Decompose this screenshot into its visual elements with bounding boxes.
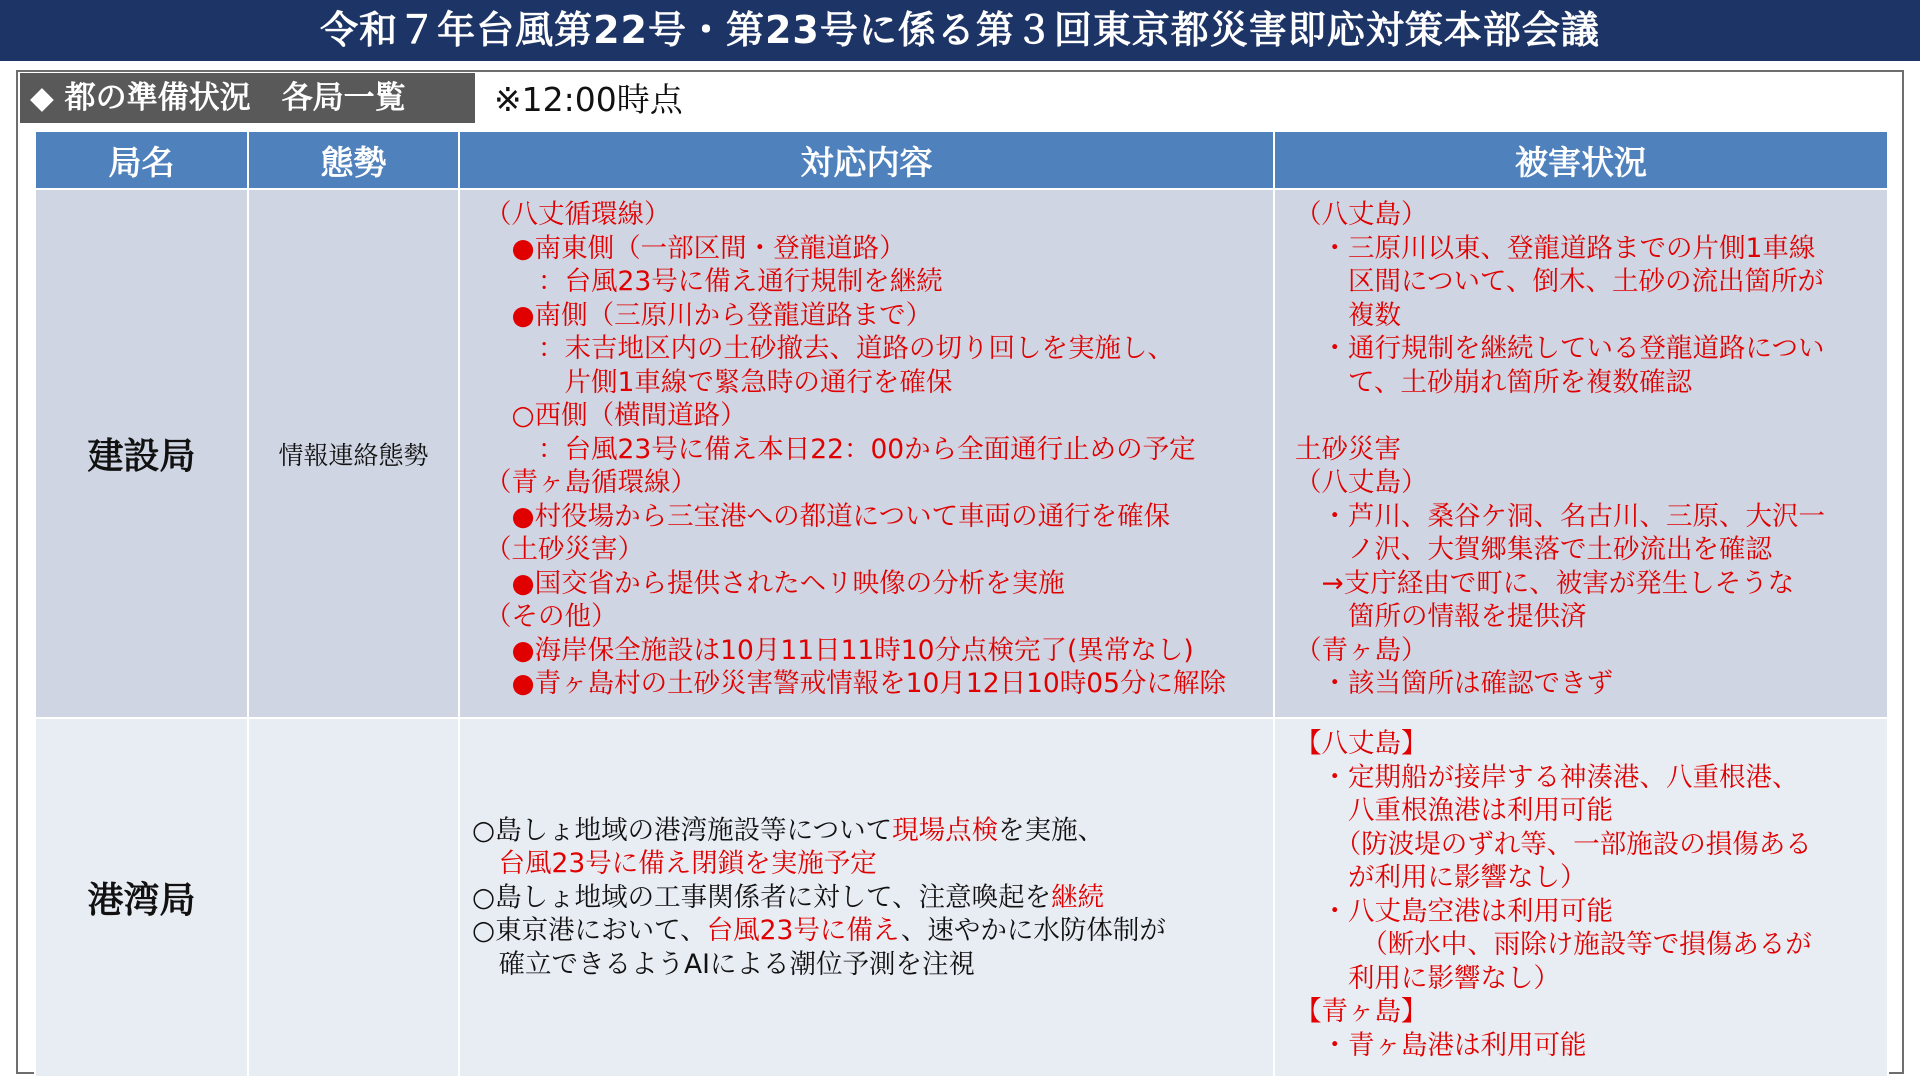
highlight-text: 片側1車線で緊急時の通行を確保 bbox=[485, 366, 953, 398]
highlight-text: ・該当箇所は確認できず bbox=[1295, 668, 1613, 699]
body-text: 確立できるようAIによる潮位予測を注視 bbox=[472, 948, 975, 980]
highlight-text: 区間について、倒木、土砂の流出箇所が bbox=[1295, 266, 1824, 297]
highlight-text: ノ沢、大賀郷集落で土砂流出を確認 bbox=[1295, 534, 1772, 565]
highlight-text: が利用に影響なし） bbox=[1295, 862, 1587, 893]
highlight-text: ●南側（三原川から登龍道路まで） bbox=[485, 299, 933, 331]
text-line bbox=[485, 299, 1273, 333]
text-line bbox=[1295, 299, 1887, 333]
text-line bbox=[1295, 232, 1887, 266]
text-line bbox=[1295, 634, 1887, 668]
section-heading: ◆ 都の準備状況 各局一覧 bbox=[20, 73, 475, 123]
highlight-text: ●青ヶ島村の土砂災害警戒情報を10月12日10時05分に解除 bbox=[485, 668, 1227, 699]
text-line bbox=[1295, 794, 1887, 828]
highlight-text: （八丈島） bbox=[1295, 199, 1428, 230]
text-line bbox=[1295, 1029, 1887, 1063]
bureau-stance bbox=[248, 718, 459, 1077]
highlight-text: 土砂災害 bbox=[1295, 433, 1401, 465]
highlight-text: 【八丈島】 bbox=[1295, 728, 1428, 759]
highlight-text: （防波堤のずれ等、一部施設の損傷ある bbox=[1295, 828, 1812, 860]
text-line bbox=[485, 265, 1273, 299]
highlight-text: ●海岸保全施設は10月11日11時10分点検完了(異常なし) bbox=[485, 634, 1194, 666]
text-line bbox=[1295, 828, 1887, 862]
header-stance: 態勢 bbox=[248, 131, 459, 189]
highlight-text bbox=[1295, 400, 1303, 431]
text-line bbox=[1295, 861, 1887, 895]
text-line bbox=[485, 600, 1273, 634]
highlight-text: ・三原川以東、登龍道路までの片側1車線 bbox=[1295, 232, 1816, 264]
highlight-text: 台風23号に備え閉鎖を実施予定 bbox=[498, 848, 877, 880]
text-line bbox=[1295, 399, 1887, 433]
highlight-text: （断水中、雨除け施設等で損傷あるが bbox=[1295, 929, 1812, 960]
text-line bbox=[1295, 466, 1887, 500]
body-text: を実施、 bbox=[998, 814, 1105, 846]
highlight-text: （その他） bbox=[485, 601, 618, 632]
text-line bbox=[1295, 727, 1887, 761]
highlight-text: 複数 bbox=[1295, 299, 1401, 331]
response-content bbox=[459, 189, 1274, 718]
highlight-text: 台風23号に備え bbox=[706, 915, 901, 947]
text-line bbox=[485, 198, 1273, 232]
damage-status bbox=[1274, 718, 1888, 1077]
highlight-text: （八丈島） bbox=[1295, 467, 1428, 498]
body-text: 、速やかに水防体制が bbox=[900, 915, 1166, 947]
highlight-text: 八重根漁港は利用可能 bbox=[1295, 795, 1613, 826]
table-row bbox=[35, 189, 1888, 718]
text-line bbox=[1295, 761, 1887, 795]
header-bureau: 局名 bbox=[35, 131, 248, 189]
text-line bbox=[1295, 433, 1887, 467]
text-line bbox=[485, 500, 1273, 534]
text-line bbox=[472, 847, 1273, 881]
text-line bbox=[1295, 198, 1887, 232]
text-line bbox=[1295, 667, 1887, 701]
damage-status bbox=[1274, 189, 1888, 718]
highlight-text: ：末吉地区内の土砂撤去、道路の切り回しを実施し、 bbox=[485, 333, 1174, 364]
bureau-status-table bbox=[34, 130, 1889, 1078]
text-line bbox=[485, 366, 1273, 400]
highlight-text: 箇所の情報を提供済 bbox=[1295, 601, 1587, 632]
text-line bbox=[472, 948, 1273, 982]
highlight-text: ○西側（横間道路） bbox=[485, 400, 747, 431]
text-line bbox=[1295, 895, 1887, 929]
highlight-text: （八丈循環線） bbox=[485, 199, 671, 230]
text-line bbox=[485, 567, 1273, 601]
highlight-text: 現場点検 bbox=[892, 814, 999, 846]
body-text: ○東京港において、 bbox=[472, 915, 707, 947]
highlight-text: （青ヶ島） bbox=[1295, 634, 1428, 666]
text-line bbox=[1295, 366, 1887, 400]
text-line bbox=[472, 814, 1273, 848]
time-note: ※12:00時点 bbox=[494, 80, 683, 119]
text-line bbox=[1295, 995, 1887, 1029]
bureau-name: 建設局 bbox=[35, 189, 248, 718]
highlight-text: ●国交省から提供されたヘリ映像の分析を実施 bbox=[485, 567, 1065, 599]
text-line bbox=[1295, 600, 1887, 634]
page-title: 令和７年台風第22号・第23号に係る第３回東京都災害即応対策本部会議 bbox=[0, 0, 1920, 61]
highlight-text: ：台風23号に備え通行規制を継続 bbox=[485, 266, 943, 297]
table-header-row bbox=[35, 131, 1888, 189]
highlight-text: ・定期船が接岸する神湊港、八重根港、 bbox=[1295, 761, 1799, 793]
highlight-text: て、土砂崩れ箇所を複数確認 bbox=[1295, 366, 1692, 398]
text-line bbox=[485, 533, 1273, 567]
table-row bbox=[35, 718, 1888, 1077]
text-line bbox=[485, 433, 1273, 467]
highlight-text: 利用に影響なし） bbox=[1295, 962, 1560, 994]
text-line bbox=[1295, 500, 1887, 534]
header-damage: 被害状況 bbox=[1274, 131, 1888, 189]
text-line bbox=[472, 881, 1273, 915]
text-line bbox=[1295, 928, 1887, 962]
body-text: ○島しょ地域の港湾施設等について bbox=[472, 814, 893, 846]
highlight-text: ●南東側（一部区間・登龍道路） bbox=[485, 232, 906, 264]
highlight-text: ●村役場から三宝港への都道について車両の通行を確保 bbox=[485, 500, 1171, 532]
highlight-text: ・芦川、桑谷ケ洞、名古川、三原、大沢一 bbox=[1295, 500, 1825, 532]
highlight-text: 継続 bbox=[1051, 881, 1105, 913]
text-line bbox=[485, 399, 1273, 433]
text-line bbox=[485, 634, 1273, 668]
header-response: 対応内容 bbox=[459, 131, 1274, 189]
text-line bbox=[1295, 533, 1887, 567]
text-line bbox=[485, 466, 1273, 500]
highlight-text: （土砂災害） bbox=[485, 534, 644, 565]
highlight-text: ・青ヶ島港は利用可能 bbox=[1295, 1029, 1587, 1061]
text-line bbox=[1295, 962, 1887, 996]
response-content bbox=[459, 718, 1274, 1077]
text-line bbox=[485, 332, 1273, 366]
text-line bbox=[485, 232, 1273, 266]
text-line bbox=[472, 914, 1273, 948]
highlight-text: 【青ヶ島】 bbox=[1295, 996, 1428, 1027]
highlight-text: →支庁経由で町に、被害が発生しそうな bbox=[1295, 567, 1795, 599]
text-line bbox=[485, 667, 1273, 701]
text-line bbox=[1295, 332, 1887, 366]
bureau-stance: 情報連絡態勢 bbox=[248, 189, 459, 718]
bureau-name: 港湾局 bbox=[35, 718, 248, 1077]
highlight-text: （青ヶ島循環線） bbox=[485, 467, 697, 498]
highlight-text: ・八丈島空港は利用可能 bbox=[1295, 895, 1613, 927]
text-line bbox=[1295, 567, 1887, 601]
body-text: ○島しょ地域の工事関係者に対して、注意喚起を bbox=[472, 881, 1052, 913]
highlight-text: ・通行規制を継続している登龍道路につい bbox=[1295, 333, 1825, 364]
body-text bbox=[472, 848, 499, 879]
text-line bbox=[1295, 265, 1887, 299]
highlight-text: ：台風23号に備え本日22：00から全面通行止めの予定 bbox=[485, 433, 1196, 465]
